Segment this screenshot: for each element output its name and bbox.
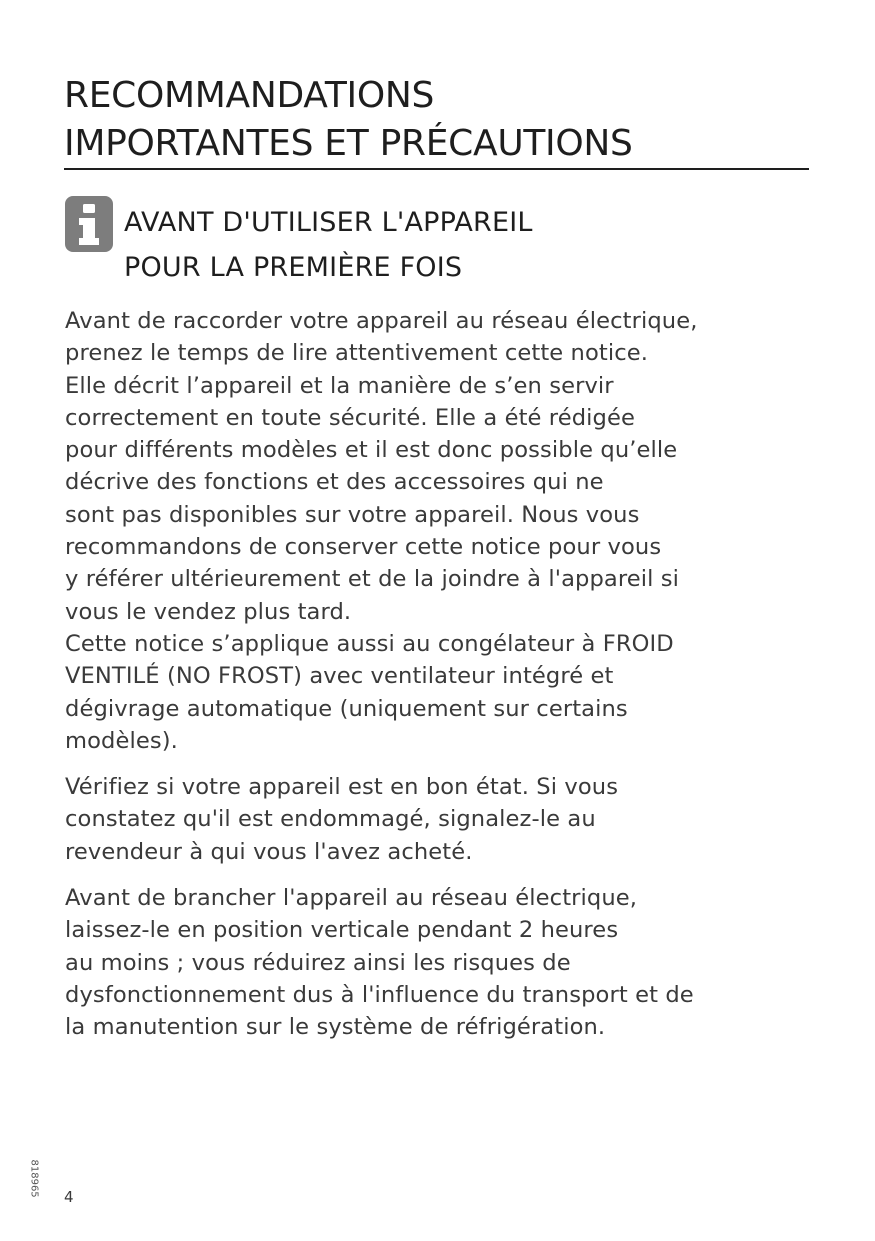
text-line: Vérifiez si votre appareil est en bon état. Si vous [65, 774, 619, 801]
text-line: Cette notice s’applique aussi au congélateur à FROID [65, 630, 674, 657]
text-line: laissez-le en position verticale pendant 2 heures [65, 917, 619, 944]
text-line: au moins ; vous réduirez ainsi les risques de [65, 949, 571, 976]
text-line: pour différents modèles et il est donc possible qu’elle [65, 437, 678, 464]
text-line: prenez le temps de lire attentivement cette notice. [65, 340, 649, 367]
text-line: dysfonctionnement dus à l'influence du transport et de [65, 981, 694, 1008]
text-line: constatez qu'il est endommagé, signalez-le au [65, 806, 596, 833]
text-line: sont pas disponibles sur votre appareil. Nous vous [65, 501, 640, 528]
document-code: 818965 [28, 1159, 40, 1198]
text-line: VENTILÉ (NO FROST) avec ventilateur intégré et [65, 663, 614, 690]
text-line: la manutention sur le système de réfrigération. [65, 1014, 606, 1041]
text-line: Elle décrit l’appareil et la manière de s’en servir [65, 372, 614, 399]
section-heading-line-1: AVANT D'UTILISER L'APPAREIL [124, 207, 533, 238]
text-line: décrive des fonctions et des accessoires qui ne [65, 469, 604, 496]
paragraph-vertical-position [65, 882, 810, 1043]
text-line: revendeur à qui vous l'avez acheté. [65, 838, 473, 865]
section-heading [124, 200, 533, 290]
text-line: dégivrage automatique (uniquement sur certains [65, 695, 628, 722]
text-line: modèles). [65, 727, 178, 754]
text-line: correctement en toute sécurité. Elle a été rédigée [65, 404, 635, 431]
text-line: vous le vendez plus tard. [65, 598, 352, 625]
section-heading-line-2: POUR LA PREMIÈRE FOIS [124, 252, 463, 283]
text-line: recommandons de conserver cette notice pour vous [65, 534, 662, 561]
text-line: Avant de raccorder votre appareil au réseau électrique, [65, 308, 698, 334]
body-text [65, 305, 810, 1058]
page-title-line-1: RECOMMANDATIONS [64, 75, 435, 116]
page-title [64, 72, 809, 170]
paragraph-check-condition [65, 771, 810, 868]
page-number: 4 [64, 1188, 74, 1206]
page-title-line-2: IMPORTANTES ET PRÉCAUTIONS [64, 123, 633, 164]
info-icon [65, 196, 113, 252]
text-line: Avant de brancher l'appareil au réseau électrique, [65, 885, 638, 912]
text-line: y référer ultérieurement et de la joindre à l'appareil si [65, 566, 680, 593]
paragraph-intro [65, 305, 810, 757]
